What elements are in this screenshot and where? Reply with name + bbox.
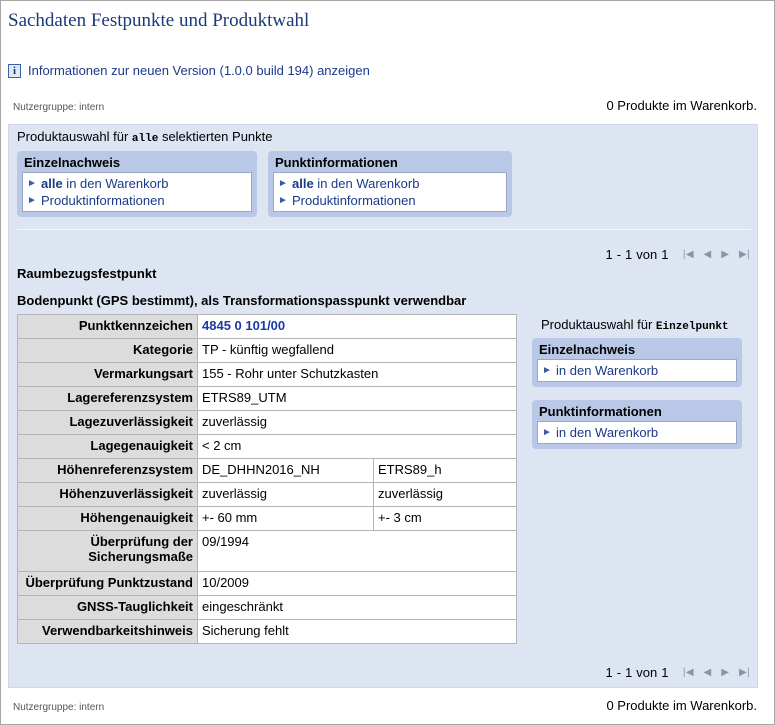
selection-heading-keyword: alle bbox=[131, 133, 159, 145]
row-value: +- 60 mm bbox=[198, 507, 374, 531]
row-value: 10/2009 bbox=[198, 572, 517, 596]
selection-heading-suffix: selektierten Punkte bbox=[161, 129, 273, 144]
row-label: Lagereferenzsystem bbox=[18, 387, 198, 411]
einzelnachweis-all-cart-link[interactable] bbox=[41, 176, 168, 191]
pager-of-label: von bbox=[636, 247, 658, 262]
row-label: Höhenreferenzsystem bbox=[18, 459, 198, 483]
pager-dash: - bbox=[616, 247, 622, 262]
table-row bbox=[18, 483, 517, 507]
point-details-table bbox=[17, 314, 517, 644]
table-row bbox=[18, 387, 517, 411]
punktinformationen-product-info-link[interactable]: Produktinformationen bbox=[292, 193, 416, 208]
row-label: Lagezuverlässigkeit bbox=[18, 411, 198, 435]
row-value: < 2 cm bbox=[198, 435, 517, 459]
einzelnachweis-all-box bbox=[17, 151, 257, 217]
pager-total: 1 bbox=[661, 247, 669, 262]
punktinformationen-all-cart-link[interactable] bbox=[292, 176, 419, 191]
row-value: DE_DHHN2016_NH bbox=[198, 459, 374, 483]
row-value: Sicherung fehlt bbox=[198, 620, 517, 644]
pager-total: 1 bbox=[661, 665, 669, 680]
punktinformationen-all-list bbox=[273, 172, 507, 212]
cart-count-bottom: 0 Produkte im Warenkorb. bbox=[606, 698, 757, 713]
selection-heading-prefix: Produktauswahl für bbox=[17, 129, 129, 144]
double-chevron-right-icon: ► bbox=[27, 178, 37, 189]
row-label: Vermarkungsart bbox=[18, 363, 198, 387]
cart-link-text: in den Warenkorb bbox=[313, 176, 420, 191]
punktinformationen-all-info-item bbox=[278, 192, 502, 209]
einzelnachweis-single-cart-item bbox=[542, 362, 732, 379]
pager-to: 1 bbox=[625, 247, 633, 262]
row-label: Höhengenauigkeit bbox=[18, 507, 198, 531]
punktinformationen-single-box bbox=[532, 400, 742, 449]
einzelnachweis-all-list bbox=[22, 172, 252, 212]
previous-page-icon[interactable]: ◀ bbox=[703, 249, 712, 260]
main-panel bbox=[8, 124, 758, 688]
einzelnachweis-all-title: Einzelnachweis bbox=[24, 155, 121, 170]
row-value-secondary: +- 3 cm bbox=[374, 507, 517, 531]
row-value-secondary: zuverlässig bbox=[374, 483, 517, 507]
punktinformationen-all-cart-item bbox=[278, 175, 502, 192]
point-type: Raumbezugsfestpunkt bbox=[17, 266, 157, 281]
last-page-icon[interactable]: ▶| bbox=[738, 249, 750, 260]
point-id-link[interactable]: 4845 0 101/00 bbox=[198, 315, 517, 339]
pager-bottom bbox=[605, 665, 750, 680]
cart-count-top: 0 Produkte im Warenkorb. bbox=[606, 98, 757, 113]
punktinformationen-single-title: Punktinformationen bbox=[539, 404, 662, 419]
double-chevron-right-icon: ► bbox=[542, 365, 552, 376]
table-row bbox=[18, 435, 517, 459]
punktinformationen-all-box bbox=[268, 151, 512, 217]
pager-from: 1 bbox=[605, 665, 613, 680]
row-value-secondary: ETRS89_h bbox=[374, 459, 517, 483]
table-row bbox=[18, 315, 517, 339]
table-row bbox=[18, 572, 517, 596]
pager-top bbox=[605, 247, 750, 262]
punktinformationen-single-list bbox=[537, 421, 737, 444]
row-value: eingeschränkt bbox=[198, 596, 517, 620]
row-value: 155 - Rohr unter Schutzkasten bbox=[198, 363, 517, 387]
row-label: Kategorie bbox=[18, 339, 198, 363]
row-label: Überprüfung Punktzustand bbox=[18, 572, 198, 596]
einzelnachweis-single-box bbox=[532, 338, 742, 387]
row-label: GNSS-Tauglichkeit bbox=[18, 596, 198, 620]
last-page-icon[interactable]: ▶| bbox=[738, 667, 750, 678]
row-value: zuverlässig bbox=[198, 483, 374, 507]
info-icon: i bbox=[8, 64, 21, 78]
double-chevron-right-icon: ► bbox=[542, 427, 552, 438]
first-page-icon[interactable]: |◀ bbox=[682, 249, 694, 260]
row-value: zuverlässig bbox=[198, 411, 517, 435]
row-label: Lagegenauigkeit bbox=[18, 435, 198, 459]
all-keyword: alle bbox=[41, 176, 63, 191]
single-heading-keyword: Einzelpunkt bbox=[655, 321, 729, 333]
row-label: Höhenzuverlässigkeit bbox=[18, 483, 198, 507]
table-row bbox=[18, 620, 517, 644]
selection-heading bbox=[17, 129, 273, 145]
cart-link-text: in den Warenkorb bbox=[62, 176, 169, 191]
previous-page-icon[interactable]: ◀ bbox=[703, 667, 712, 678]
row-label: Verwendbarkeitshinweis bbox=[18, 620, 198, 644]
row-value: TP - künftig wegfallend bbox=[198, 339, 517, 363]
table-row bbox=[18, 363, 517, 387]
table-row bbox=[18, 596, 517, 620]
punktinformationen-single-cart-item bbox=[542, 424, 732, 441]
table-row bbox=[18, 339, 517, 363]
einzelnachweis-all-cart-item bbox=[27, 175, 247, 192]
next-page-icon[interactable]: ▶ bbox=[721, 249, 729, 260]
einzelnachweis-all-info-item bbox=[27, 192, 247, 209]
version-info-link[interactable]: Informationen zur neuen Version (1.0.0 build 194) anzeigen bbox=[28, 63, 370, 78]
einzelnachweis-single-list bbox=[537, 359, 737, 382]
single-point-heading bbox=[541, 317, 729, 333]
double-chevron-right-icon: ► bbox=[278, 195, 288, 206]
row-value: ETRS89_UTM bbox=[198, 387, 517, 411]
punktinformationen-all-title: Punktinformationen bbox=[275, 155, 398, 170]
page-title: Sachdaten Festpunkte und Produktwahl bbox=[8, 10, 310, 31]
double-chevron-right-icon: ► bbox=[27, 195, 37, 206]
section-divider bbox=[17, 229, 751, 230]
punktinformationen-single-cart-link[interactable]: in den Warenkorb bbox=[556, 425, 659, 440]
einzelnachweis-single-title: Einzelnachweis bbox=[539, 342, 636, 357]
point-description: Bodenpunkt (GPS bestimmt), als Transformationspasspunkt verwendbar bbox=[17, 293, 467, 308]
row-value: 09/1994 bbox=[198, 531, 517, 572]
double-chevron-right-icon: ► bbox=[278, 178, 288, 189]
single-heading-prefix: Produktauswahl für bbox=[541, 317, 653, 332]
all-keyword: alle bbox=[292, 176, 314, 191]
row-label: Punktkennzeichen bbox=[18, 315, 198, 339]
next-page-icon[interactable]: ▶ bbox=[721, 667, 729, 678]
usergroup-label-bottom: Nutzergruppe: intern bbox=[13, 702, 105, 713]
pager-of-label: von bbox=[636, 665, 658, 680]
einzelnachweis-product-info-link[interactable]: Produktinformationen bbox=[41, 193, 165, 208]
table-row bbox=[18, 459, 517, 483]
first-page-icon[interactable]: |◀ bbox=[682, 667, 694, 678]
pager-to: 1 bbox=[625, 665, 633, 680]
table-row bbox=[18, 411, 517, 435]
einzelnachweis-single-cart-link[interactable]: in den Warenkorb bbox=[556, 363, 659, 378]
usergroup-label-top: Nutzergruppe: intern bbox=[13, 102, 105, 113]
pager-from: 1 bbox=[605, 247, 613, 262]
row-label: Überprüfung der Sicherungsmaße bbox=[18, 531, 198, 572]
pager-dash: - bbox=[616, 665, 622, 680]
version-info-line bbox=[8, 63, 370, 78]
table-row bbox=[18, 531, 517, 572]
table-row bbox=[18, 507, 517, 531]
